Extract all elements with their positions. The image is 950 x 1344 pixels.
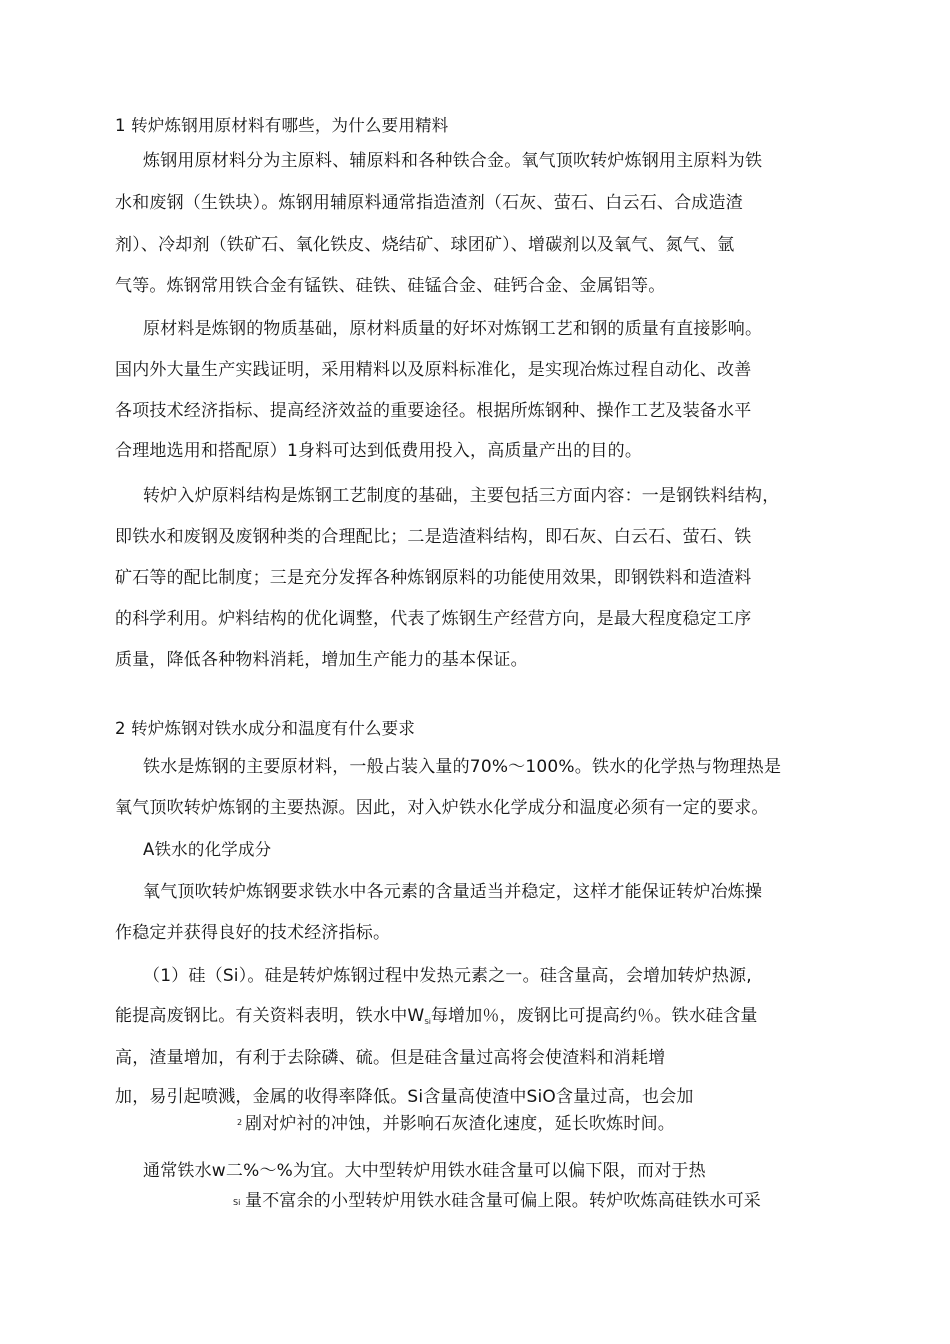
paragraph-line: 剂）、冷却剂（铁矿石、氧化铁皮、烧结矿、球团矿）、增碳剂以及氧气、氮气、氩 [115,235,735,255]
text-run: 每增加％，废钢比可提高约％。铁水硅含量 [430,1006,758,1026]
paragraph-line: 合理地选用和搭配原）1身料可达到低费用投入，高质量产出的目的。 [115,441,643,461]
paragraph-line: 剧对炉衬的冲蚀，并影响石灰渣化速度，延长吹炼时间。 [245,1114,675,1134]
paragraph-line: 各项技术经济指标、提高经济效益的重要途径。根据所炼钢种、操作工艺及装备水平 [115,401,752,421]
section-1-heading: 1 转炉炼钢用原材料有哪些，为什么要用精料 [115,116,449,135]
paragraph-line: 高，渣量增加，有利于去除磷、硫。但是硅含量过高将会使渣料和消耗增 [115,1048,666,1068]
paragraph-line: 气等。炼钢常用铁合金有锰铁、硅铁、硅锰合金、硅钙合金、金属铝等。 [115,276,666,296]
paragraph-line: 水和废钢（生铁块）。炼钢用辅原料通常指造渣剂（石灰、萤石、白云石、合成造渣 [115,193,743,213]
paragraph-line: 作稳定并获得良好的技术经济指标。 [115,923,391,943]
paragraph-line: 铁水是炼钢的主要原材料，一般占装入量的70%〜100%。铁水的化学热与物理热是 [143,757,782,777]
paragraph-line: 矿石等的配比制度；三是充分发挥各种炼钢原料的功能使用效果，即钢铁料和造渣料 [115,568,752,588]
paragraph-line [115,1005,758,1033]
sub-heading: A铁水的化学成分 [143,840,272,859]
subscript: Si [233,1198,241,1207]
paragraph-line: 即铁水和废钢及废钢种类的合理配比；二是造渣料结构，即石灰、白云石、萤石、铁 [115,527,752,547]
paragraph-line: 炼钢用原材料分为主原料、辅原料和各种铁合金。氧气顶吹转炉炼钢用主原料为铁 [143,151,763,171]
paragraph-line: 转炉入炉原料结构是炼钢工艺制度的基础，主要包括三方面内容：一是钢铁料结构， [143,486,780,506]
paragraph-line: 氧气顶吹转炉炼钢的主要热源。因此，对入炉铁水化学成分和温度必须有一定的要求。 [115,798,769,818]
paragraph-line: 通常铁水w二%〜%为宜。大中型转炉用铁水硅含量可以偏下限，而对于热 [143,1161,706,1181]
paragraph-line: （1）硅（Si）。硅是转炉炼钢过程中发热元素之一。硅含量高，会增加转炉热源, [143,966,752,986]
paragraph-line: 原材料是炼钢的物质基础，原材料质量的好坏对炼钢工艺和钢的质量有直接影响。 [143,319,763,339]
section-2-heading: 2 转炉炼钢对铁水成分和温度有什么要求 [115,719,416,738]
subscript: Si [424,1018,431,1026]
paragraph-line: 国内外大量生产实践证明，采用精料以及原料标准化，是实现冶炼过程自动化、改善 [115,360,752,380]
text-run: 能提高废钢比。有关资料表明，铁水中W [115,1006,425,1026]
paragraph-line: 氧气顶吹转炉炼钢要求铁水中各元素的含量适当并稳定，这样才能保证转炉冶炼操 [143,882,763,902]
paragraph-line: 量不富余的小型转炉用铁水硅含量可偏上限。转炉吹炼高硅铁水可采 [245,1191,761,1211]
paragraph-line: 的科学利用。炉料结构的优化调整，代表了炼钢生产经营方向，是最大程度稳定工序 [115,609,752,629]
subscript: 2 [237,1118,243,1127]
paragraph-line: 加，易引起喷溅，金属的收得率降低。Si含量高使渣中SiO含量过高，也会加 [115,1087,694,1107]
paragraph-line: 质量，降低各种物料消耗，增加生产能力的基本保证。 [115,650,528,670]
